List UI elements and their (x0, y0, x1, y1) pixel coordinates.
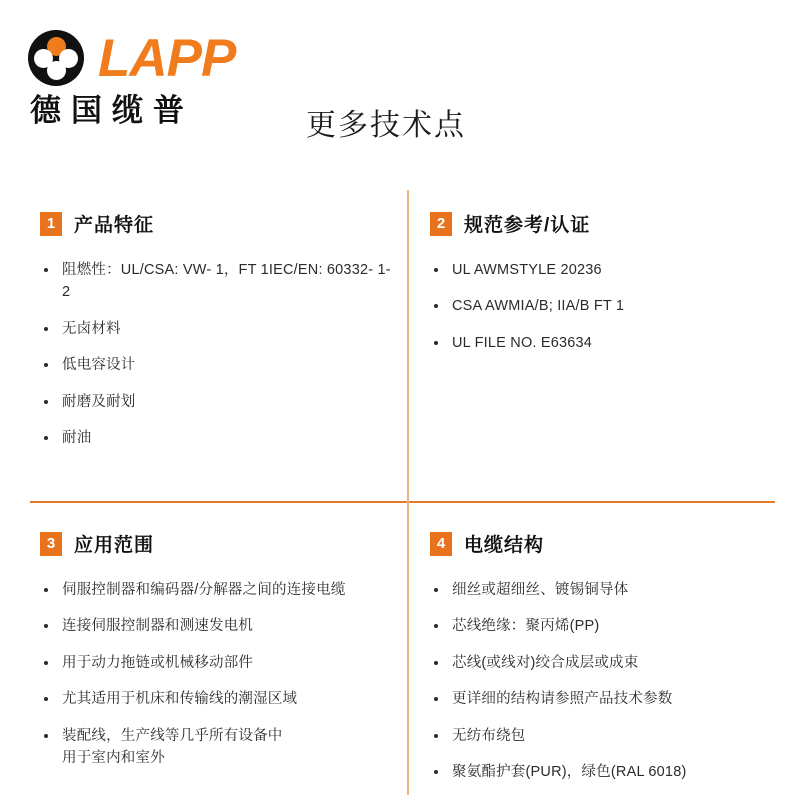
brand-chinese-name: 德国缆普 (30, 93, 194, 128)
list-item (430, 332, 780, 354)
list-item-text: CSA AWMIA/B; IIA/B FT 1 (452, 298, 625, 315)
list-item-text: 用于动力拖链或机械移动部件 (62, 654, 254, 671)
section-bullet-list (430, 579, 780, 784)
section-cable-construction (430, 530, 780, 798)
section-number-badge: 2 (430, 212, 452, 236)
section-title: 规范参考/认证 (464, 215, 591, 236)
list-item (40, 259, 400, 304)
section-header (430, 530, 780, 557)
list-item (430, 295, 780, 317)
list-item (430, 761, 780, 783)
list-item-text: 无卤材料 (62, 320, 121, 337)
brand-block (28, 30, 288, 128)
list-item (40, 427, 400, 449)
section-number-badge: 1 (40, 212, 62, 236)
list-item (430, 725, 780, 747)
list-item-text: 装配线，生产线等几乎所有设备中 (62, 727, 283, 744)
brand-row (28, 30, 288, 86)
section-product-features (40, 210, 400, 464)
list-item (430, 259, 780, 281)
list-item (40, 615, 400, 637)
section-title: 电缆结构 (464, 535, 545, 556)
list-item (40, 354, 400, 376)
section-applications (40, 530, 400, 784)
list-item-text: 低电容设计 (62, 357, 136, 374)
logo-dot-bottom (47, 61, 66, 80)
list-item (430, 615, 780, 637)
list-item (40, 688, 400, 710)
section-standards-certifications (430, 210, 780, 368)
section-number-badge: 3 (40, 532, 62, 556)
section-header (430, 210, 780, 237)
list-item-text: UL AWMSTYLE 20236 (452, 262, 602, 278)
list-item (40, 725, 400, 770)
list-item-text-continued: 用于室内和室外 (62, 750, 165, 767)
list-item-text: 更详细的结构请参照产品技术参数 (452, 691, 673, 708)
section-title: 应用范围 (74, 535, 155, 556)
page-title: 更多技术点 (306, 109, 466, 142)
list-item (430, 688, 780, 710)
section-bullet-list (40, 259, 400, 450)
list-item (40, 318, 400, 340)
lapp-cable-cross-section-icon (28, 30, 84, 86)
section-header (40, 530, 400, 557)
list-item-text: 尤其适用于机床和传输线的潮湿区域 (62, 691, 298, 708)
list-item (40, 391, 400, 413)
section-header (40, 210, 400, 237)
sections-grid (0, 180, 800, 800)
list-item-text: 耐油 (62, 430, 92, 447)
list-item (40, 652, 400, 674)
list-item (430, 652, 780, 674)
list-item-text: 伺服控制器和编码器/分解器之间的连接电缆 (62, 582, 346, 598)
section-bullet-list (40, 579, 400, 770)
list-item-text: 无纺布绕包 (452, 727, 526, 744)
list-item-text: 芯线(或线对)绞合成层或成束 (452, 654, 639, 671)
list-item-text: 阻燃性：UL/CSA: VW- 1，FT 1IEC/EN: 60332- 1- 2 (62, 262, 391, 301)
section-title: 产品特征 (74, 215, 155, 236)
list-item-text: UL FILE NO. E63634 (452, 334, 593, 351)
list-item-text: 耐磨及耐划 (62, 393, 136, 410)
page-header (0, 0, 800, 180)
list-item-text: 聚氨酯护套(PUR)，绿色(RAL 6018) (452, 764, 687, 781)
list-item (430, 579, 780, 601)
list-item-text: 芯线绝缘：聚丙烯(PP) (452, 618, 600, 635)
list-item-text: 细丝或超细丝、镀锡铜导体 (452, 582, 629, 598)
list-item-text: 连接伺服控制器和测速发电机 (62, 618, 254, 635)
list-item (40, 579, 400, 601)
brand-wordmark: LAPP (98, 28, 236, 88)
section-bullet-list (430, 259, 780, 354)
section-number-badge: 4 (430, 532, 452, 556)
